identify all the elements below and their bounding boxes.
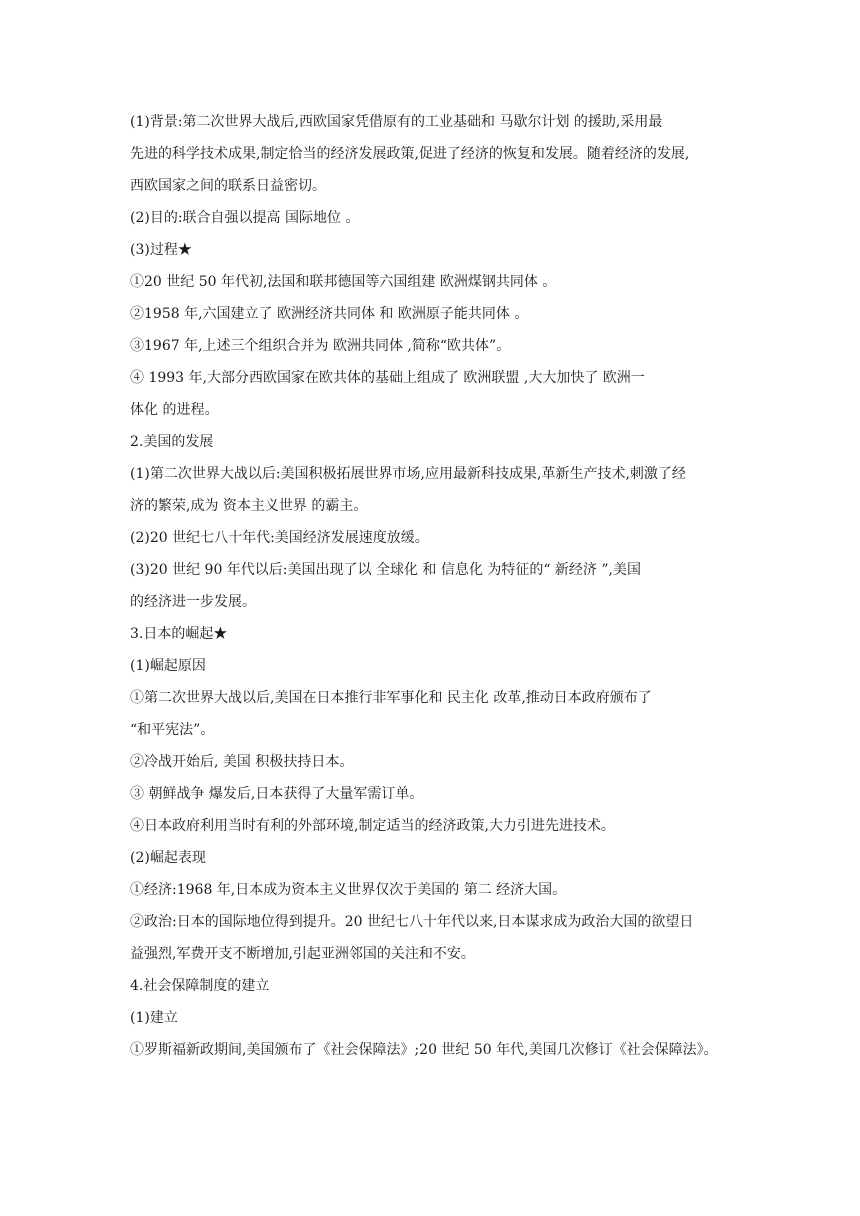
text-line: ②冷战开始后, 美国 积极扶持日本。 — [130, 754, 354, 770]
text-line: ①罗斯福新政期间,美国颁布了《社会保障法》;20 世纪 50 年代,美国几次修订《社会保障法》。 — [130, 1042, 718, 1058]
text-line: 先进的科学技术成果,制定恰当的经济发展政策,促进了经济的恢复和发展。随着经济的发展, — [130, 146, 690, 162]
subsection-heading: (1)建立 — [130, 1010, 178, 1026]
section-heading: (3)过程★ — [130, 242, 192, 258]
text-line: 济的繁荣,成为 资本主义世界 的霸主。 — [130, 498, 368, 514]
text-line: ③1967 年,上述三个组织合并为 欧洲共同体 ,简称“欧共体”。 — [130, 338, 511, 354]
text-line: ①经济:1968 年,日本成为资本主义世界仅次于美国的 第二 经济大国。 — [130, 882, 567, 898]
document-page — [130, 106, 730, 1066]
text-line: 体化 的进程。 — [130, 402, 219, 418]
text-line: 的经济进一步发展。 — [130, 594, 256, 610]
text-line: ②政治:日本的国际地位得到提升。20 世纪七八十年代以来,日本谋求成为政治大国的欲望日 — [130, 914, 694, 930]
text-line: 益强烈,军费开支不断增加,引起亚洲邻国的关注和不安。 — [130, 946, 475, 962]
subsection-heading: (2)崛起表现 — [130, 850, 206, 866]
text-line: ②1958 年,六国建立了 欧洲经济共同体 和 欧洲原子能共同体 。 — [130, 306, 529, 322]
text-line: ①20 世纪 50 年代初,法国和联邦德国等六国组建 欧洲煤钢共同体 。 — [130, 274, 557, 290]
text-line: (2)目的:联合自强以提高 国际地位 。 — [130, 210, 360, 226]
section-heading: 3.日本的崛起★ — [130, 626, 228, 642]
text-line: ④日本政府利用当时有利的外部环境,制定适当的经济政策,大力引进先进技术。 — [130, 818, 615, 834]
section-heading: 4.社会保障制度的建立 — [130, 978, 270, 994]
text-line: (3)20 世纪 90 年代以后:美国出现了以 全球化 和 信息化 为特征的“ 新经济 ”,美国 — [130, 562, 641, 578]
text-line: 西欧国家之间的联系日益密切。 — [130, 178, 326, 194]
text-line: ④ 1993 年,大部分西欧国家在欧共体的基础上组成了 欧洲联盟 ,大大加快了 欧洲一 — [130, 370, 645, 386]
text-line: (1)第二次世界大战以后:美国积极拓展世界市场,应用最新科技成果,革新生产技术,刺激了经 — [130, 466, 686, 482]
text-line: “和平宪法”。 — [130, 722, 215, 738]
text-line: (1)背景:第二次世界大战后,西欧国家凭借原有的工业基础和 马歇尔计划 的援助,采用最 — [130, 114, 663, 130]
subsection-heading: (1)崛起原因 — [130, 658, 206, 674]
section-heading: 2.美国的发展 — [130, 434, 214, 450]
text-line: ③ 朝鲜战争 爆发后,日本获得了大量军需订单。 — [130, 786, 424, 802]
text-line: ①第二次世界大战以后,美国在日本推行非军事化和 民主化 改革,推动日本政府颁布了 — [130, 690, 652, 706]
text-line: (2)20 世纪七八十年代:美国经济发展速度放缓。 — [130, 530, 429, 546]
